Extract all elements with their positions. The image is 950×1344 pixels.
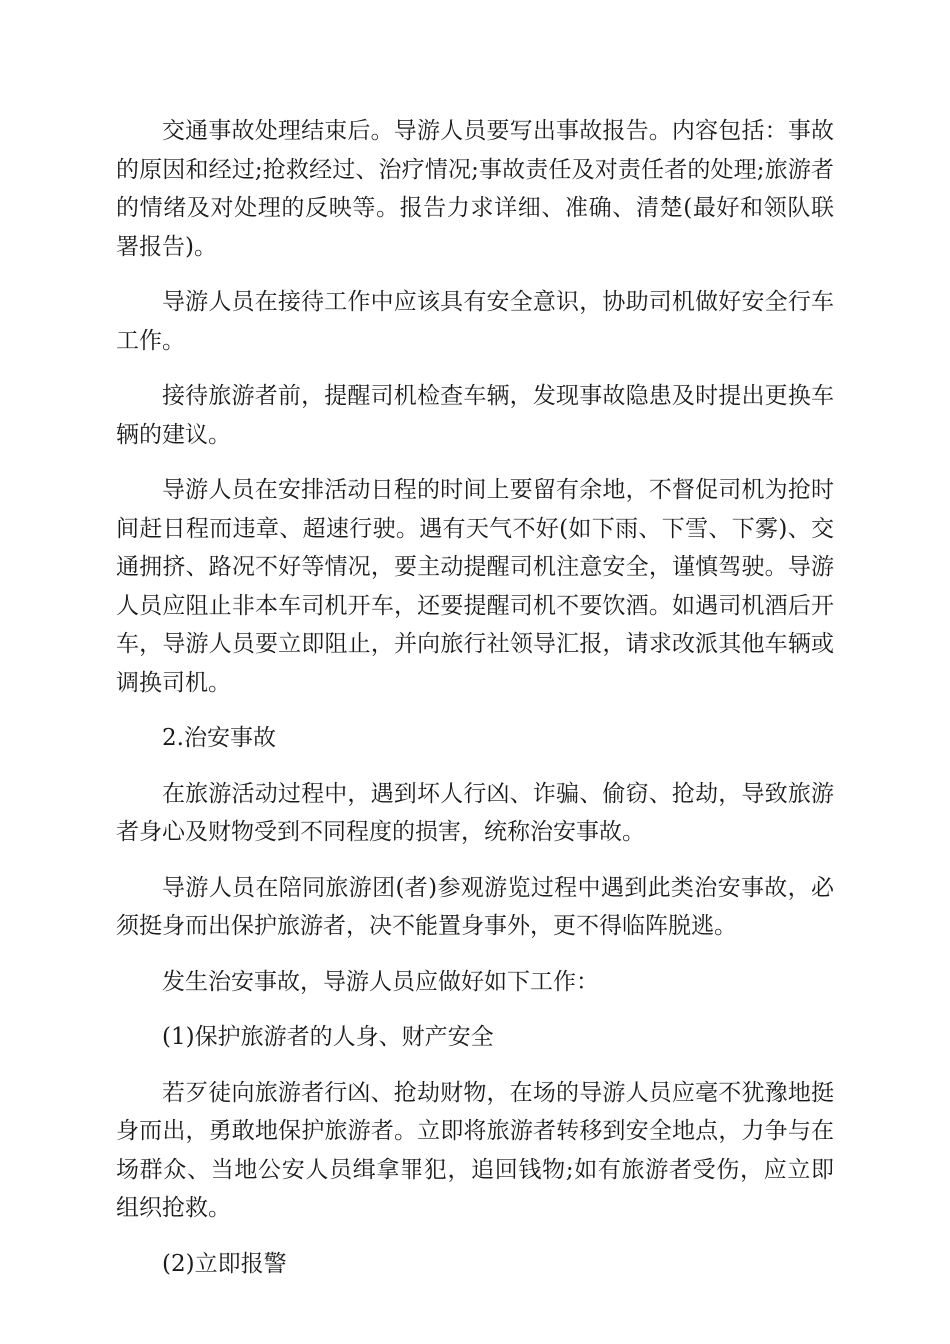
paragraph-security-definition: 在旅游活动过程中，遇到坏人行凶、诈骗、偷窃、抢劫，导致旅游者身心及财物受到不同程度的损害，统称治安事故。 bbox=[116, 780, 834, 845]
paragraph-vehicle-check: 接待旅游者前，提醒司机检查车辆，发现事故隐患及时提出更换车辆的建议。 bbox=[116, 383, 834, 448]
subheading-report-police: (2)立即报警 bbox=[162, 1250, 287, 1277]
paragraph-guide-duty: 导游人员在陪同旅游团(者)参观游览过程中遇到此类治安事故，必须挺身而出保护旅游者，决不能置身事外，更不得临阵脱逃。 bbox=[116, 874, 834, 939]
paragraph-accident-report: 交通事故处理结束后。导游人员要写出事故报告。内容包括：事故的原因和经过;抢救经过、治疗情况;事故责任及对责任者的处理;旅游者的情绪及对处理的反映等。报告力求详细、准确、清楚(最好和领队联署报告)。 bbox=[116, 118, 834, 260]
paragraph-schedule-driving: 导游人员在安排活动日程的时间上要留有余地，不督促司机为抢时间赶日程而违章、超速行驶。遇有天气不好(如下雨、下雪、下雾)、交通拥挤、路况不好等情况，要主动提醒司机注意安全，谨慎驾驶。导游人员应阻止非本车司机开车，还要提醒司机不要饮酒。如遇司机酒后开车，导游人员要立即阻止，并向旅行社领导汇报，请求改派其他车辆或调换司机。 bbox=[116, 477, 834, 696]
document-body bbox=[116, 112, 834, 1300]
section-heading-security-incident: 2.治安事故 bbox=[162, 725, 276, 751]
paragraph-tasks-intro: 发生治安事故，导游人员应做好如下工作： bbox=[162, 968, 599, 995]
paragraph-safety-awareness: 导游人员在接待工作中应该具有安全意识，协助司机做好安全行车工作。 bbox=[116, 289, 834, 354]
subheading-protect-tourists: (1)保护旅游者的人身、财产安全 bbox=[162, 1024, 494, 1050]
paragraph-protect-details: 若歹徒向旅游者行凶、抢劫财物，在场的导游人员应毫不犹豫地挺身而出，勇敢地保护旅游者。立即将旅游者转移到安全地点，力争与在场群众、当地公安人员缉拿罪犯，追回钱物;如有旅游者受伤，应立即组织抢救。 bbox=[116, 1079, 834, 1221]
